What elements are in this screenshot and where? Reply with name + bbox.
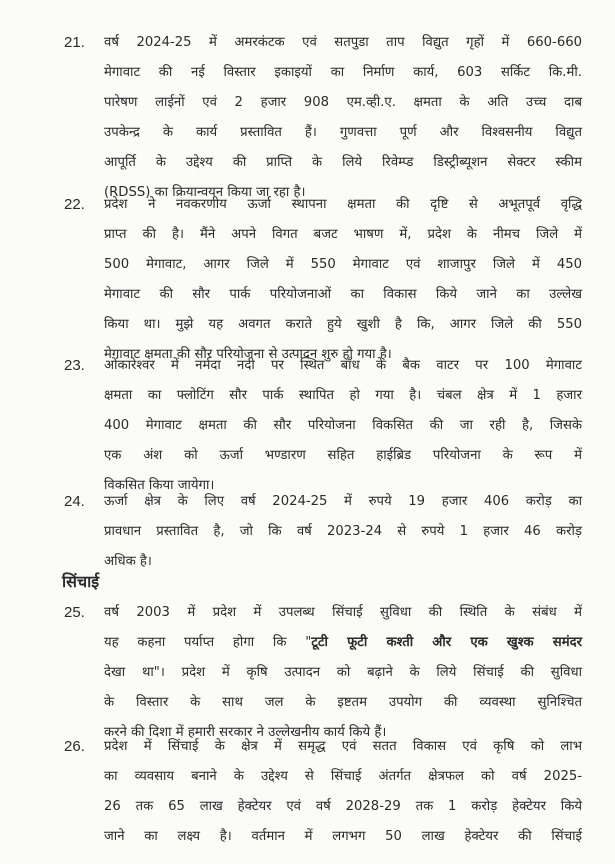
paragraph-25	[0, 598, 615, 748]
paragraph-number: 26.	[64, 738, 85, 755]
paragraph-number: 22.	[64, 196, 85, 213]
text-line: देखा था"। प्रदेश में कृषि उत्पादन को बढ़ाने के लिये सिंचाई की सुविधा	[104, 665, 582, 680]
text-line: 400 मेगावाट क्षमता की सौर परियोजना विकसित की जा रही है, जिसके	[104, 418, 582, 433]
text-line: वर्ष 2024-25 में अमरकंटक एवं सतपुडा ताप विद्युत गृहों में 660-660	[104, 35, 582, 50]
text-line: 500 मेगावाट, आगर जिले में 550 मेगावाट एवं शाजापुर जिले में 450	[104, 257, 582, 272]
paragraph-24	[0, 487, 615, 577]
text-line: करने की दिशा में हमारी सरकार ने उल्लेखनीय कार्य किये हैं।	[104, 725, 387, 740]
text-line: प्रदेश ने नवकरणीय ऊर्जा स्थापना क्षमता की दृष्टि से अभूतपूर्व वृद्धि	[104, 197, 582, 212]
quoted-phrase: टूटी फूटी कश्ती और एक खुश्क समंदर	[311, 635, 582, 650]
text-line: विकसित किया जायेगा।	[104, 478, 215, 493]
text-line: उपकेन्द्र के कार्य प्रस्तावित हैं। गुणवत्ता पूर्ण और विश्वसनीय विद्युत	[104, 125, 582, 140]
text-line: आपूर्ति के उद्देश्य की प्राप्ति के लिये रिवेम्प्ड डिस्ट्रीब्यूशन सेक्टर स्कीम	[104, 155, 582, 170]
paragraph-number: 24.	[64, 493, 85, 510]
text-line: के विस्तार के साथ जल के इष्टतम उपयोग की व्यवस्था सुनिश्चित	[104, 695, 582, 710]
text-line: प्रावधान प्रस्तावित है, जो कि वर्ष 2023-24 से रुपये 1 हजार 46 करोड़	[104, 524, 582, 539]
text-line: किया था। मुझे यह अवगत कराते हुये खुशी है कि, आगर जिले की 550	[104, 317, 582, 332]
paragraph-26	[0, 732, 615, 852]
text-line: वर्ष 2003 में प्रदेश में उपलब्ध सिंचाई सुविधा की स्थिति के संबंध में	[104, 605, 582, 620]
paragraph-22	[0, 190, 615, 370]
text-segment: यह कहना पर्याप्त होगा कि "	[104, 635, 312, 650]
paragraph-number: 25.	[64, 604, 85, 621]
text-line: (RDSS) का क्रियान्वयन किया जा रहा है।	[104, 185, 306, 200]
text-line: पारेषण लाईनों एवं 2 हजार 908 एम.व्ही.ए. क्षमता के अति उच्च दाब	[104, 95, 582, 110]
text-line: मेगावाट की सौर पार्क परियोजनाओं का विकास किये जाने का उल्लेख	[104, 287, 582, 302]
paragraph-number: 23.	[64, 357, 85, 374]
text-line-with-quote	[104, 628, 582, 658]
text-line: प्रदेश में सिंचाई के क्षेत्र में समृद्ध एवं सतत विकास एवं कृषि को लाभ	[104, 739, 582, 754]
text-line: मेगावाट की नई विस्तार इकाइयों का निर्माण कार्य, 603 सर्किट कि.मी.	[104, 65, 582, 80]
text-line: ओंकारेश्वर में नर्मदा नदी पर स्थित बाँध के बैक वाटर पर 100 मेगावाट	[104, 358, 582, 373]
paragraph-23	[0, 351, 615, 501]
text-line: मेगावाट क्षमता की सौर परियोजना से उत्पादन शुरु हो गया है।	[104, 347, 392, 362]
text-line: अधिक है।	[104, 554, 152, 569]
text-line: ऊर्जा क्षेत्र के लिए वर्ष 2024-25 में रुपये 19 हजार 406 करोड़ का	[104, 494, 582, 509]
section-heading: सिंचाई	[62, 572, 100, 591]
text-line: का व्यवसाय बनाने के उद्देश्य से सिंचाई अंतर्गत क्षेत्रफल को वर्ष 2025-	[104, 769, 582, 784]
text-line: एक अंश को ऊर्जा भण्डारण सहित हाईब्रिड परियोजना के रूप में	[104, 448, 582, 463]
text-line: जाने का लक्ष्य है। वर्तमान में लगभग 50 लाख हेक्टेयर की सिंचाई	[104, 829, 582, 844]
paragraph-number: 21.	[64, 34, 85, 51]
text-line: क्षमता का फ्लोटिंग सौर पार्क स्थापित हो गया है। चंबल क्षेत्र में 1 हजार	[104, 388, 582, 403]
text-line: प्राप्त की है। मैंने अपने विगत बजट भाषण में, प्रदेश के नीमच जिले में	[104, 227, 582, 242]
paragraph-21	[0, 28, 615, 208]
text-line: 26 तक 65 लाख हेक्टेयर एवं वर्ष 2028-29 तक 1 करोड़ हेक्टेयर किये	[104, 799, 582, 814]
